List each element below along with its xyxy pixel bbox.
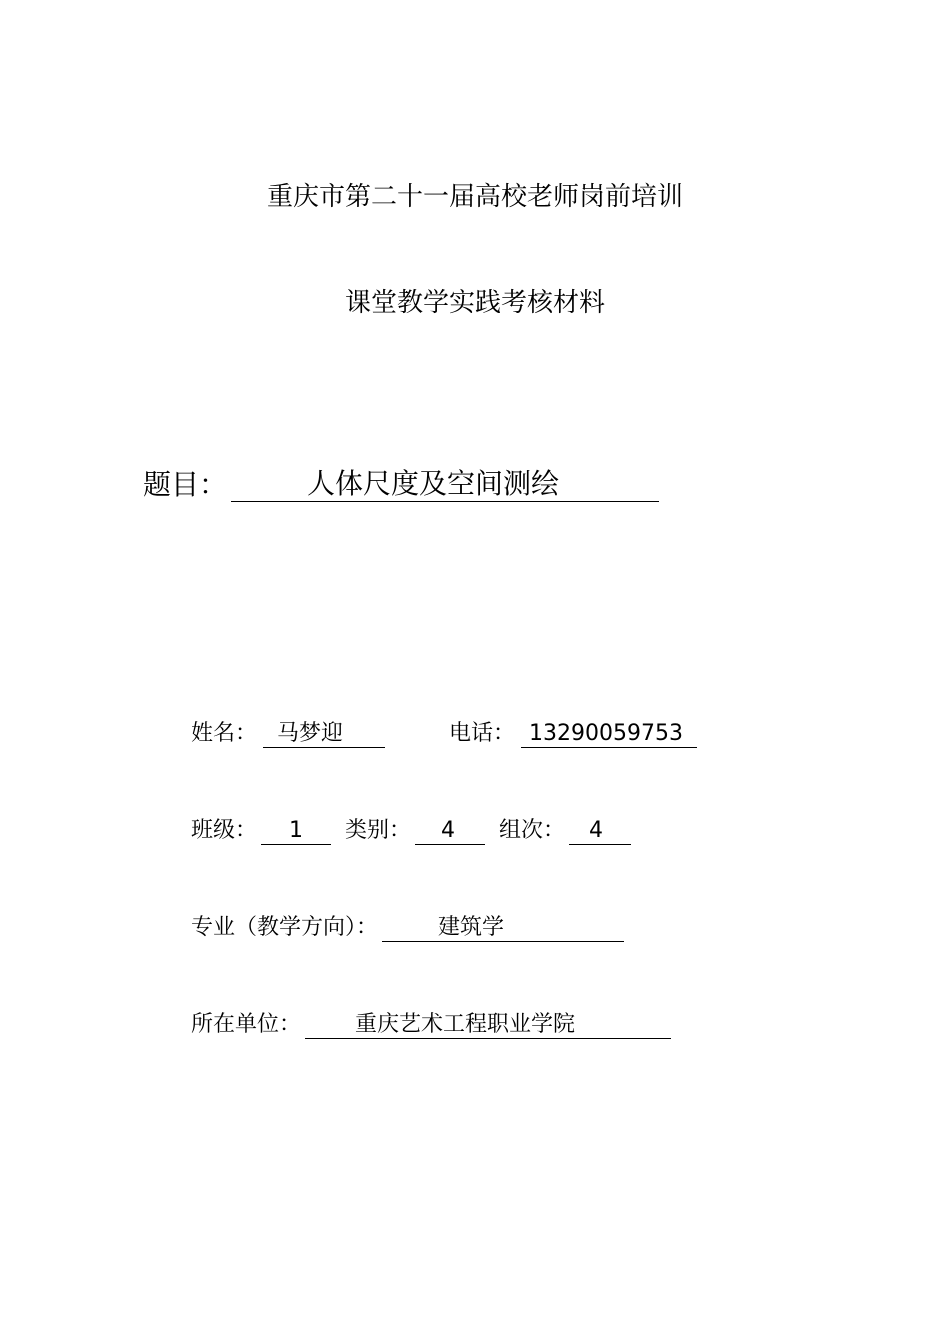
major-row [191,914,624,942]
document-title-line-1: 重庆市第二十一届高校老师岗前培训 [266,182,683,212]
group-value: 4 [569,819,631,845]
class-category-group-row [191,817,631,845]
category-label: 类别： [345,818,412,843]
group-label: 组次： [499,818,566,843]
unit-row [191,1011,671,1039]
document-title-line-2: 课堂教学实践考核材料 [344,288,605,318]
unit-value: 重庆艺术工程职业学院 [305,1013,671,1039]
topic-value: 人体尺度及空间测绘 [231,469,659,502]
phone-label: 电话： [449,721,516,746]
class-value: 1 [261,819,331,845]
phone-value: 13290059753 [521,722,697,748]
topic-row [143,468,659,502]
class-label: 班级： [191,818,258,843]
name-phone-row [191,720,697,748]
category-value: 4 [415,819,485,845]
name-value: 马梦迎 [263,722,385,748]
name-label: 姓名： [191,721,258,746]
major-value: 建筑学 [382,916,624,942]
topic-label: 题目： [143,468,228,501]
major-label: 专业（教学方向）： [191,915,379,940]
unit-label: 所在单位： [191,1012,302,1037]
